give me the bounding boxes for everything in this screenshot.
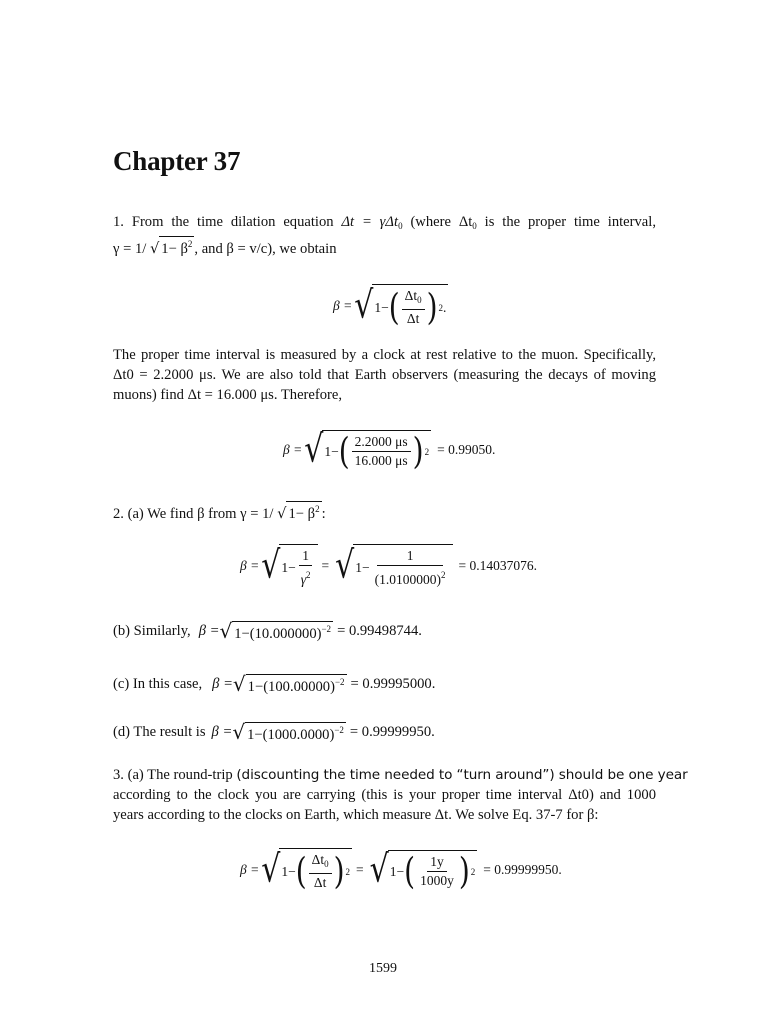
problem-2-intro: 2. (a) We find β from γ = 1/ √ $1- \beta^2$ :	[113, 501, 656, 524]
chapter-title: Chapter 37	[113, 146, 241, 176]
equation-beta-from-gamma: β = √ 1− $\frac{1}{\gamma^2}$ = √ 1− $\frac{1}{(1.0100000)^2}$ = 0.14037076.	[240, 543, 538, 588]
page-number: 1599	[369, 961, 397, 976]
problem-2b: (b) Similarly, β = √ $1-(10.000000)^{-2}$ = 0.99498744.	[113, 619, 422, 643]
problem-2c: (c) In this case, β = √ $1-(100.00000)^{-2}$ = 0.99995000.	[113, 672, 436, 696]
problem-1-intro	[113, 212, 656, 259]
problem-1-line-1: 1. From the time dilation equation Δt = γΔt$_0$ (where $\Delta t_0$ is the proper time interval,	[113, 214, 656, 231]
problem-3-intro: 3. (a) The round-trip (discounting the time needed to “turn around”) should be one year according to the clock you are carrying (this is your proper time interval Δt0) and 1000 years according to the clocks on Earth, which measure Δt. We solve Eq. 37-7 for β:	[113, 767, 688, 823]
equation-beta-muon: β = √ 1− ( $\frac{2.2000 \mu s}{16.000 \mu s}$ ) 2 = 0.99050.	[283, 427, 496, 473]
problem-1-line-2: γ = 1/ √ $1- \beta^2$ , and β = v/c), we obtain	[113, 236, 656, 259]
problem-1-explanation: The proper time interval is measured by a clock at rest relative to the muon. Specifically, Δt0 = 2.2000 μs. We are also told that Earth observers (measuring the decays of moving muons) find Δt = 16.000 μs. Therefore,	[113, 347, 656, 403]
problem-2d: (d) The result is β = √ $1-(1000.0000)^{-2}$ = 0.99999950.	[113, 720, 435, 744]
equation-beta-round-trip: β = √ 1− ( $\frac{\Delta t_0}{\Delta t}$ ) 2 = √ 1− ( $\frac{1y}{1000y}$ ) 2 = 0.99999950.	[240, 847, 562, 893]
equation-beta-definition: β = √ 1− ( $\frac{\Delta t_0}{\Delta t}$ ) 2 .	[333, 283, 447, 329]
